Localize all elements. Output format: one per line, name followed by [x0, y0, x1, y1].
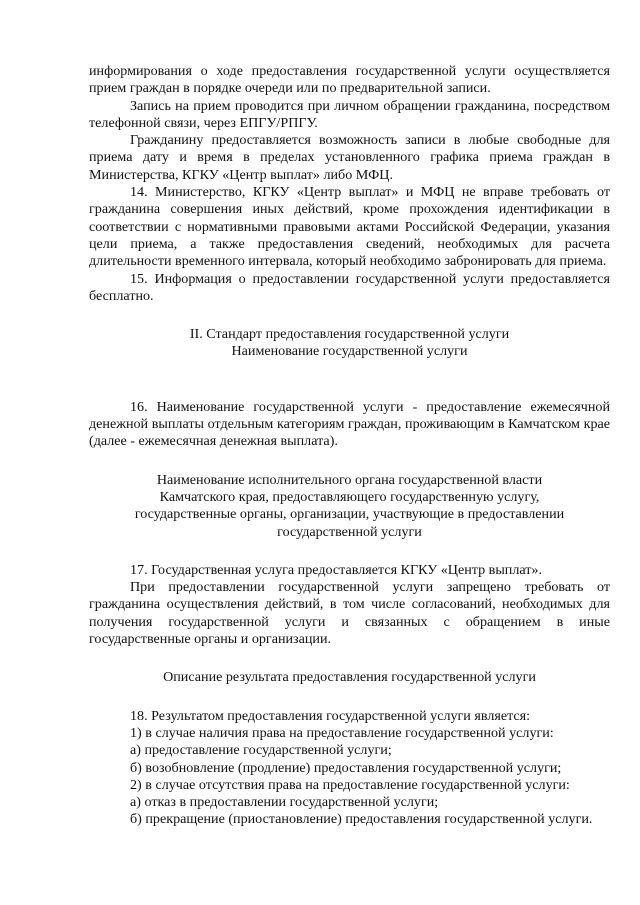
result-item: 18. Результатом предоставления государственной услуги является:	[130, 707, 531, 724]
authority-heading-line3: государственные органы, организации, участвующие в предоставлении	[134, 506, 565, 523]
result-item: а) предоставление государственной услуги;	[130, 742, 392, 759]
spacer	[89, 305, 610, 326]
result-item: б) возобновление (продление) предоставления государственной услуги;	[130, 759, 562, 776]
result-item: б) прекращение (приостановление) предоставления государственной услуги.	[130, 811, 593, 828]
spacer	[89, 361, 610, 399]
result-item: а) отказ в предоставлении государственной услуги;	[130, 794, 439, 811]
document-page	[89, 63, 610, 829]
authority-heading	[89, 472, 610, 541]
paragraph-14: 14. Министерство, КГКУ «Центр выплат» и МФЦ не вправе требовать от гражданина совершения иных действий, кроме прохождения идентификации в соответствии с нормативными правовыми актами Российской Федерации, указания цели приема, а также предоставления сведений, необходимых для расчета длительности временного интервала, который необходимо забронировать для приема.	[89, 184, 610, 270]
paragraph-17b: При предоставлении государственной услуги запрещено требовать от гражданина осуществления действий, в том числе согласований, необходимых для получения государственной услуги и связанных с обращением в иные государственные органы и организации.	[89, 579, 610, 648]
authority-heading-line4: государственной услуги	[277, 523, 422, 540]
section-heading-line2: Наименование государственной услуги	[231, 343, 468, 360]
paragraph-16: 16. Наименование государственной услуги - предоставление ежемесячной денежной выплаты отдельным категориям граждан, проживающим в Камчатском крае (далее - ежемесячная денежная выплата).	[89, 398, 610, 450]
result-item: 1) в случае наличия права на предоставление государственной услуги:	[130, 724, 554, 741]
paragraph-informing: информирования о ходе предоставления государственной услуги осуществляется прием граждан в порядке очереди или по предварительной записи.	[89, 63, 610, 97]
spacer	[89, 451, 610, 472]
spacer	[89, 541, 610, 562]
section-heading	[89, 326, 610, 361]
spacer	[89, 687, 610, 708]
section-heading-line1: II. Стандарт предоставления государственной услуги	[189, 326, 510, 343]
authority-heading-line2: Камчатского края, предоставляющего государственную услугу,	[159, 488, 540, 505]
authority-heading-line1: Наименование исполнительного органа государственной власти	[156, 471, 543, 488]
paragraph-appointment: Запись на прием проводится при личном обращении гражданина, посредством телефонной связи, через ЕПГУ/РПГУ.	[89, 97, 610, 131]
paragraph-15: 15. Информация о предоставлении государственной услуги предоставляется бесплатно.	[89, 270, 610, 304]
result-item: 2) в случае отсутствия права на предоставление государственной услуги:	[130, 776, 570, 793]
result-heading: Описание результата предоставления государственной услуги	[163, 669, 536, 686]
spacer	[89, 648, 610, 669]
paragraph-17: 17. Государственная услуга предоставляется КГКУ «Центр выплат».	[130, 561, 542, 578]
paragraph-booking: Гражданину предоставляется возможность записи в любые свободные для приема дату и время в пределах установленного графика приема граждан в Министерства, КГКУ «Центр выплат» либо МФЦ.	[89, 132, 610, 183]
